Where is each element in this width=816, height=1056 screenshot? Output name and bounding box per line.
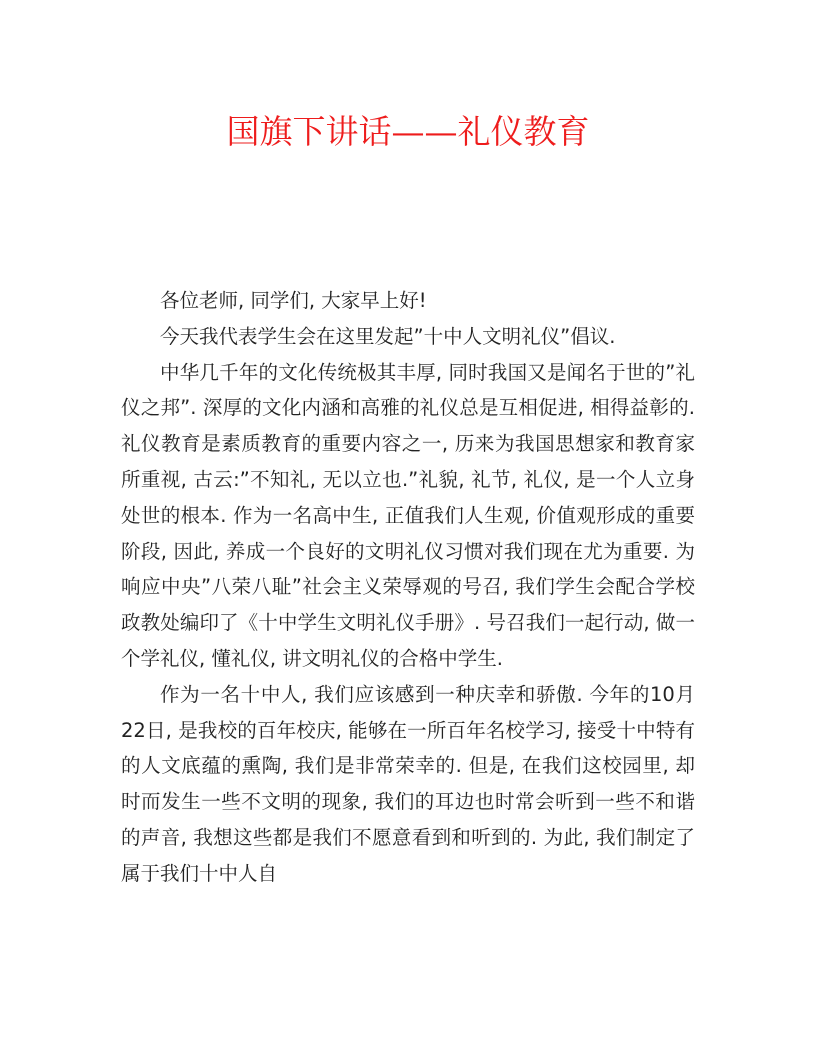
document-body bbox=[121, 283, 695, 892]
paragraph-proposal: 今天我代表学生会在这里发起”十中人文明礼仪”倡议. bbox=[160, 324, 616, 348]
document-title: 国旗下讲话——礼仪教育 bbox=[226, 112, 590, 151]
paragraph-school-anniversary: 作为一名十中人, 我们应该感到一种庆幸和骄傲. 今年的10月22日, 是我校的百年校庆, 能够在一所百年名校学习, 接受十中特有的人文底蕴的熏陶, 我们是非常荣幸的. 但是, 在我们这校园里, 却时而发生一些不文明的现象, 我们的耳边也时常会听到一些不和谐的声音, 我想这些都是我们不愿意看到和听到的. 为此, 我们制定了属于我们十中人自 bbox=[121, 682, 695, 885]
paragraph-etiquette-tradition: 中华几千年的文化传统极其丰厚, 同时我国又是闻名于世的”礼仪之邦”. 深厚的文化内涵和高雅的礼仪总是互相促进, 相得益彰的. 礼仪教育是素质教育的重要内容之一, 历来为我国思想家和教育家所重视, 古云:”不知礼, 无以立也.”礼貌, 礼节, 礼仪, 是一个人立身处世的根本. 作为一名高中生, 正值我们人生观, 价值观形成的重要阶段, 因此, 养成一个良好的文明礼仪习惯对我们现在尤为重要. 为响应中央”八荣八耻”社会主义荣辱观的号召, 我们学生会配合学校政教处编印了《十中学生文明礼仪手册》. 号召我们一起行动, 做一个学礼仪, 懂礼仪, 讲文明礼仪的合格中学生. bbox=[121, 360, 695, 670]
paragraph-greeting: 各位老师, 同学们, 大家早上好! bbox=[160, 289, 427, 312]
